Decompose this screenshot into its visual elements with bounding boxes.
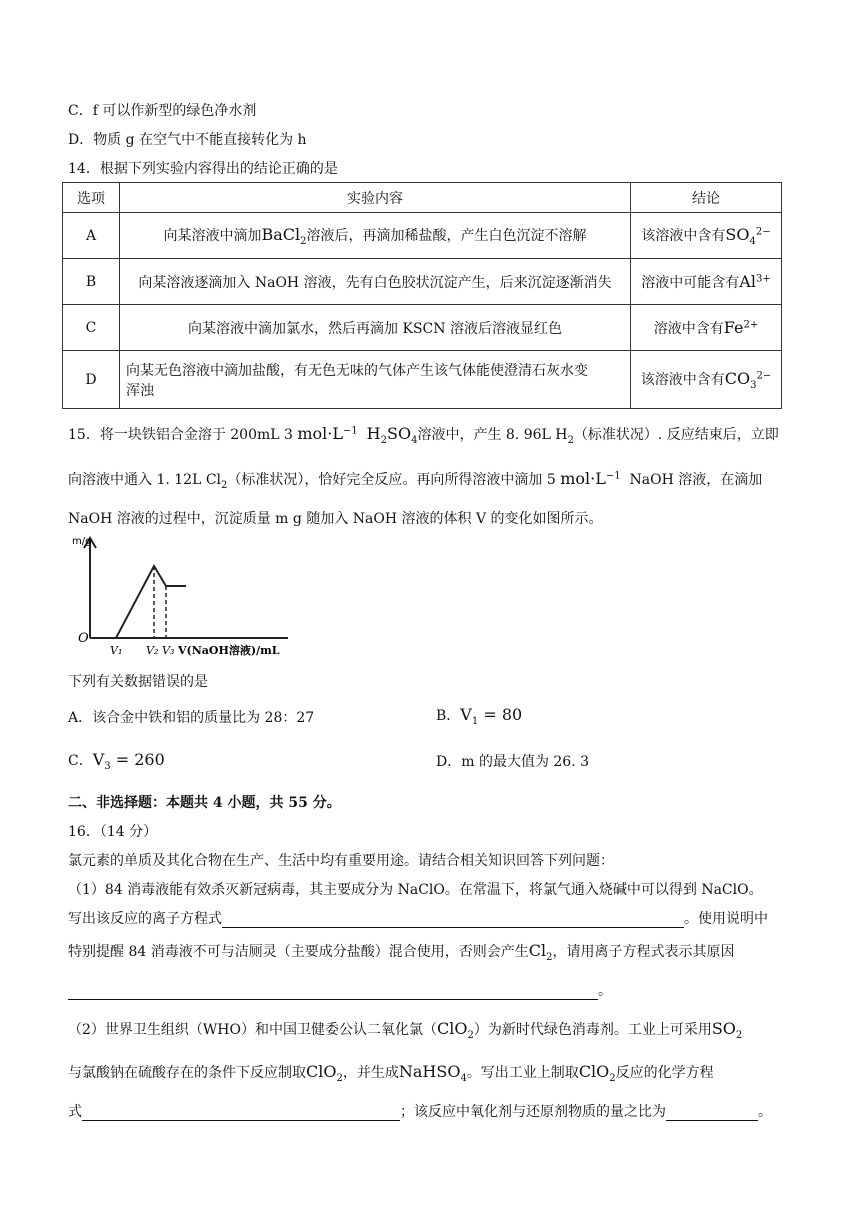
subscript: 2 (546, 951, 553, 963)
text: 向某溶液中滴加 (163, 227, 262, 244)
row-option: A (63, 213, 120, 259)
answer-blank[interactable] (666, 1106, 758, 1121)
q15-option-d: D．m 的最大值为 26. 3 (436, 754, 590, 770)
formula: Al (739, 271, 756, 291)
superscript: 2+ (743, 318, 759, 330)
subscript: 2 (221, 479, 228, 491)
text: 15．将一块铁铝合金溶于 200mL 3 (68, 427, 293, 443)
formula: H (366, 424, 381, 443)
tick-label-v2: V₂ (146, 644, 159, 656)
q16-part1-line4 (68, 980, 612, 1000)
q15-line1 (68, 424, 779, 446)
text: 。 (598, 983, 612, 999)
experiment-table (62, 182, 782, 409)
q15-line2 (68, 469, 762, 491)
text: B． (436, 708, 461, 724)
text: 。写出工业上制取 (466, 1065, 579, 1081)
subscript: 4 (411, 434, 418, 446)
row-conclusion (631, 213, 782, 259)
subscript: 2 (609, 1072, 616, 1084)
text: 写出该反应的离子方程式 (68, 911, 222, 927)
q15-option-b (436, 705, 522, 727)
text: 与氯酸钠在硫酸存在的条件下反应制取 (68, 1065, 306, 1081)
unit: mol·L (297, 424, 344, 443)
series-line (116, 566, 186, 638)
row-option: B (63, 259, 120, 305)
text: 溶液中含有 (653, 320, 724, 337)
subscript: 3 (104, 760, 111, 772)
answer-blank[interactable] (68, 985, 598, 1000)
text: C． (68, 753, 93, 769)
row-option: D (63, 351, 120, 409)
text: 该溶液中含有 (641, 227, 726, 244)
row-experiment (120, 213, 631, 259)
q13-option-c: C．f 可以作新型的绿色净水剂 (68, 103, 257, 119)
unit: mol·L (560, 469, 606, 488)
text: ，请用离子方程式表示其原因 (552, 944, 735, 960)
text: NaOH 溶液，在滴加 (629, 472, 763, 488)
value: = 260 (110, 750, 165, 769)
q16-part1-line1: （1）84 消毒液能有效杀灭新冠病毒，其主要成分为 NaClO。在常温下，将氯气通入烧碱中可以得到 NaClO。 (68, 882, 763, 898)
subscript: 2 (567, 434, 574, 446)
subscript: 3 (750, 379, 757, 391)
subscript: 2 (380, 434, 387, 446)
symbol: V (460, 705, 472, 724)
formula: ClO (306, 1062, 337, 1081)
q16-number: 16．（14 分） (68, 824, 158, 840)
subscript: 2 (467, 1029, 474, 1041)
row-experiment: 向某溶液逐滴加入 NaOH 溶液，先有白色胶状沉淀产生，后来沉淀逐渐消失 (120, 259, 631, 305)
formula: Fe (723, 317, 744, 337)
text: 。使用说明中 (684, 911, 768, 927)
formula: ClO (436, 1019, 468, 1038)
header-option: 选项 (63, 183, 120, 213)
subscript: 4 (460, 1072, 467, 1084)
answer-blank[interactable] (82, 1106, 400, 1121)
q16-part2-line3 (68, 1101, 772, 1121)
row-conclusion (631, 305, 782, 351)
formula: SO (387, 424, 412, 443)
q16-part2-line1 (68, 1019, 742, 1041)
precipitate-mass-chart (68, 534, 308, 656)
q16-part1-line3 (68, 941, 734, 963)
formula: CO (724, 368, 751, 388)
formula: ClO (578, 1062, 610, 1081)
text: 反应的化学方程 (615, 1065, 714, 1081)
text: 。 (758, 1104, 772, 1120)
text: ；该反应中氧化剂与还原剂物质的量之比为 (400, 1104, 666, 1120)
header-experiment: 实验内容 (120, 183, 631, 213)
q16-intro: 氯元素的单质及其化合物在生产、生活中均有重要用途。请结合相关知识回答下列问题： (68, 853, 614, 869)
x-axis-label: V(NaOH溶液)/mL (178, 644, 280, 656)
row-option: C (63, 305, 120, 351)
formula: BaCl (261, 224, 301, 244)
table-row (63, 213, 782, 259)
text: 浑浊 (126, 382, 154, 399)
text: 式 (68, 1104, 82, 1120)
table-header-row (63, 183, 782, 213)
section-title: 二、非选择题：本题共 4 小题，共 55 分。 (68, 795, 341, 811)
q13-option-d: D．物质 g 在空气中不能直接转化为 h (68, 132, 307, 148)
superscript: 2− (755, 225, 771, 237)
text: 向溶液中通入 1. 12L Cl (68, 472, 222, 488)
table-row (63, 259, 782, 305)
header-conclusion: 结论 (631, 183, 782, 213)
subscript: 1 (471, 715, 479, 727)
text: ）为新时代绿色消毒剂。工业上可采用 (473, 1022, 712, 1038)
subscript: 2 (300, 235, 307, 247)
q15-option-a: A．该合金中铁和铝的质量比为 28：27 (68, 710, 315, 726)
superscript: −1 (605, 470, 621, 482)
row-conclusion (631, 351, 782, 409)
q15-line3: NaOH 溶液的过程中，沉淀质量 m g 随加入 NaOH 溶液的体积 V 的变化如图所示。 (68, 511, 603, 527)
row-experiment (120, 351, 631, 409)
text: 溶液中，产生 8. 96L H (417, 427, 568, 443)
formula: SO (711, 1019, 736, 1038)
text: （标准状况）. 反应结束后，立即 (573, 427, 779, 443)
text: （标准状况），恰好完全反应。再向所得溶液中滴加 5 (227, 472, 556, 488)
subscript: 2 (336, 1072, 343, 1084)
superscript: −1 (343, 425, 358, 437)
symbol: V (92, 750, 105, 769)
q16-part1-line2 (68, 908, 768, 928)
table-row (63, 305, 782, 351)
text: 向某无色溶液中滴加盐酸，有无色无味的气体产生该气体能使澄清石灰水变 (126, 362, 588, 379)
text: 溶液后，再滴加稀盐酸，产生白色沉淀不溶解 (306, 227, 587, 244)
subscript: 4 (749, 235, 756, 247)
q15-ask: 下列有关数据错误的是 (68, 674, 208, 690)
formula: SO (725, 224, 750, 244)
tick-label-v1: V₁ (110, 644, 123, 656)
q14-stem: 14．根据下列实验内容得出的结论正确的是 (68, 161, 338, 177)
formula: Cl (528, 941, 547, 960)
origin-label: O (78, 631, 89, 646)
formula: NaHSO (398, 1062, 461, 1081)
superscript: 3+ (755, 272, 771, 284)
row-experiment: 向某溶液中滴加氯水，然后再滴加 KSCN 溶液后溶液显红色 (120, 305, 631, 351)
value: = 80 (478, 705, 523, 724)
q15-option-c (68, 750, 165, 772)
text: 溶液中可能含有 (641, 274, 740, 291)
y-axis-label: m/g (72, 536, 92, 547)
text: （2）世界卫生组织（WHO）和中国卫健委公认二氧化氯（ (68, 1022, 437, 1038)
tick-label-v3: V₃ (162, 644, 175, 656)
q16-part2-line2 (68, 1062, 714, 1084)
superscript: 2− (756, 369, 772, 381)
text: 特别提醒 84 消毒液不可与洁厕灵（主要成分盐酸）混合使用，否则会产生 (68, 944, 529, 960)
text: 该溶液中含有 (640, 371, 725, 388)
text: ，并生成 (342, 1065, 399, 1081)
subscript: 2 (735, 1029, 743, 1041)
answer-blank[interactable] (222, 913, 684, 928)
row-conclusion (631, 259, 782, 305)
table-row (63, 351, 782, 409)
